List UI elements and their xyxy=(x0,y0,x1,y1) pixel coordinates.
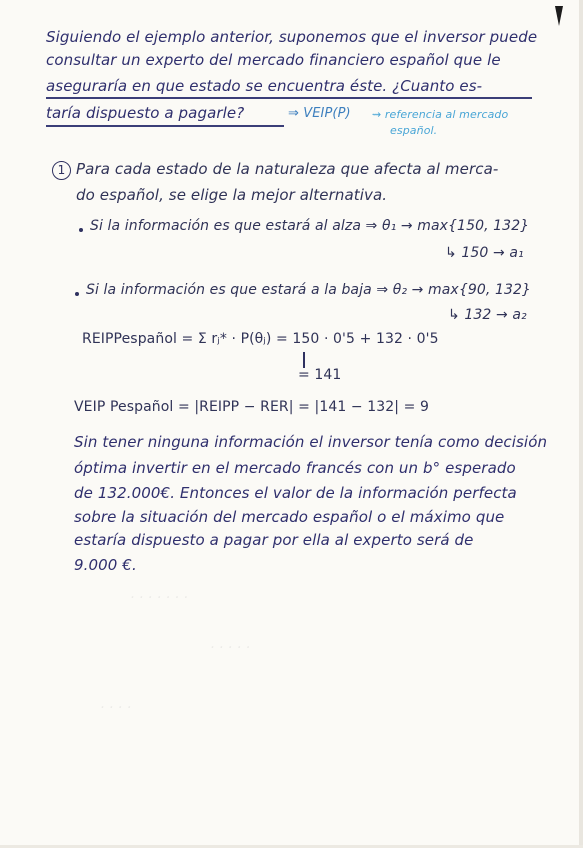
blue-note-line-1: ⇝ referencia al mercado xyxy=(372,108,509,121)
intro-underline-3 xyxy=(46,97,532,99)
bullet-alza-text: Si la información es que estará al alza ⇒ θ₁ → max{150, 132} xyxy=(90,218,530,234)
conclusion-line-4: sobre la situación del mercado español o el máximo que xyxy=(74,508,505,526)
paper-edge-right xyxy=(579,0,583,848)
reipp-result: = 141 xyxy=(298,367,342,383)
conclusion-line-6: 9.000 €. xyxy=(74,556,137,574)
bullet-dot xyxy=(75,292,79,296)
conclusion-line-1: Sin tener ninguna información el inversor tenía como decisión xyxy=(74,433,548,451)
intro-line-2: consultar un experto del mercado financiero español que le xyxy=(46,51,501,69)
blue-note-line-2: español. xyxy=(390,124,438,137)
notebook-page: · · · · · · · · · · · · · · · · Siguiendo el ejemplo anterior, suponemos que el inversor puede consultar un experto del mercado financiero español que le aseguraría en que estado se encuentra éste. ¿Cuanto es- taría dispuesto a pagarle? ⇒ VEIP(P) ⇝ referencia al mercado español. 1 Para cada estado de la naturaleza que afecta al merca- do español, se elige la mejor alternativa. Si la información es que estará al alza ⇒ θ₁ → max{150, 132} ↳ 150 → a₁ Si la información es que estará a la baja ⇒ θ₂ → max{90, 132} ↳ 132 → a₂ REIPPespañol = Σ rⱼ* · P(θⱼ) = 150 · 0'5 + 132 · 0'5 = 141 VEIP Pespañol = |REIPP − RER| = |141 − 132| = 9 Sin tener ninguna información el inversor tenía como decisión óptima invertir en el mercado francés con un b° esperado de 132.000€. Entonces el valor de la información perfecta sobre la situación del mercado español o el máximo que estaría dispuesto a pagar por ella al experto será de 9.000 €. xyxy=(0,0,583,848)
veip-formula: VEIP Pespañol = |REIPP − RER| = |141 − 132| = 9 xyxy=(74,399,430,415)
intro-line-1: Siguiendo el ejemplo anterior, suponemos que el inversor puede xyxy=(46,28,538,46)
reipp-formula: REIPPespañol = Σ rⱼ* · P(θⱼ) = 150 · 0'5 + 132 · 0'5 xyxy=(82,331,439,347)
intro-line-4: taría dispuesto a pagarle? xyxy=(46,104,245,122)
step1-line-2: do español, se elige la mejor alternativa. xyxy=(76,186,388,204)
conclusion-line-5: estaría dispuesto a pagar por ella al experto será de xyxy=(74,531,474,549)
bullet-dot xyxy=(79,228,83,232)
bullet-baja-sub: ↳ 132 → a₂ xyxy=(448,307,527,323)
intro-line-3: aseguraría en que estado se encuentra éste. ¿Cuanto es- xyxy=(46,77,483,95)
conclusion-line-3: de 132.000€. Entonces el valor de la información perfecta xyxy=(74,484,517,502)
step-number-circle: 1 xyxy=(52,161,71,180)
step1-line-1: Para cada estado de la naturaleza que afecta al merca- xyxy=(76,160,499,178)
corner-mark xyxy=(555,6,563,26)
bullet-baja-text: Si la información es que estará a la baja ⇒ θ₂ → max{90, 132} xyxy=(86,282,531,298)
intro-underline-4 xyxy=(46,125,284,127)
result-pointer xyxy=(303,352,305,368)
conclusion-line-2: óptima invertir en el mercado francés con un b° esperado xyxy=(74,459,516,477)
veip-arrow-note: ⇒ VEIP(P) xyxy=(288,106,351,121)
bullet-alza-sub: ↳ 150 → a₁ xyxy=(445,245,524,261)
